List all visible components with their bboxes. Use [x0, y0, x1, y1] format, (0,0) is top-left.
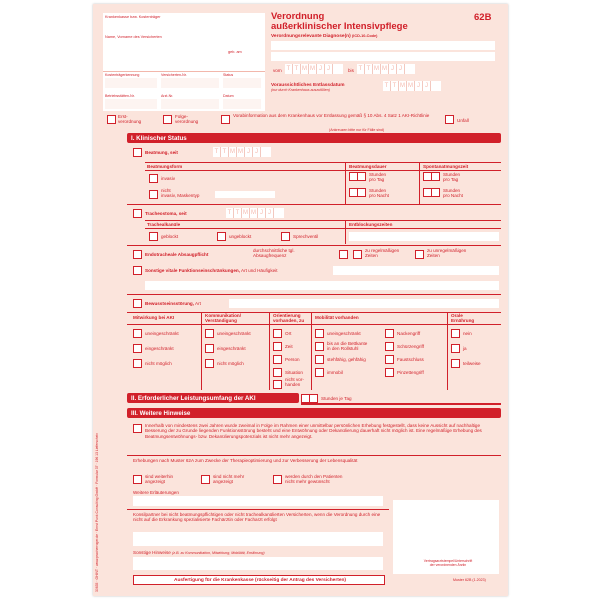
- insurer-field[interactable]: [105, 21, 260, 33]
- orientation-header: Orientierung vorhanden, zu: [273, 313, 305, 323]
- other-notes-hint: (z.B. zu Kommunikation, Mitwirkung, Mobilität, Ernährung): [172, 551, 265, 555]
- advance-info-label: Vorabinformation aus dem Krankenhaus vor Entlassung gemäß § 10 Abs. 4 Satz 1 AKI-Richtlinie: [233, 113, 430, 118]
- advance-info-hint: (Ankreuzen bitte nur für Fälle sind): [329, 128, 385, 132]
- mobility-standing-label: stehfähig, gehfähig: [327, 357, 366, 362]
- diagnosis-field-2[interactable]: [271, 52, 495, 61]
- discharge-date-field[interactable]: T T M M J J: [383, 81, 441, 91]
- other-impairments-checkbox[interactable]: [133, 266, 142, 275]
- consultant-field[interactable]: [133, 532, 383, 546]
- mobility-header: Mobilität vorhanden: [315, 315, 359, 320]
- spontaneous-breathing-header: Spontanatmungszeit: [423, 164, 469, 169]
- mobility-bedside-checkbox[interactable]: [315, 342, 324, 351]
- ventilation-hours-day-label: Stunden pro Tag: [369, 172, 387, 182]
- suction-frequency-box[interactable]: [339, 250, 348, 259]
- orientation-none-checkbox[interactable]: [273, 380, 282, 389]
- communication-header: Kommunikation/ Verständigung: [205, 313, 241, 323]
- assessments-not-indicated-checkbox[interactable]: [201, 475, 210, 484]
- hours-per-day-box-2[interactable]: [309, 394, 318, 403]
- tracheostomy-checkbox[interactable]: [133, 209, 142, 218]
- non-invasive-label: nicht invasiv, Maskentyp: [161, 188, 200, 198]
- assessments-not-indicated-label: sind nicht mehr angezeigt: [213, 474, 245, 484]
- nutrition-partial-checkbox[interactable]: [451, 359, 460, 368]
- assessments-text: Erhebungen nach Muster 62A zum Zwecke der Therapieoptimierung und zur Verbesserung der Lebensqualität: [133, 458, 358, 463]
- mobility-immobile-label: immobil: [327, 370, 343, 375]
- spontaneous-hours-night-box-2[interactable]: [431, 188, 440, 197]
- neck-grip-checkbox[interactable]: [385, 329, 394, 338]
- insurer-label: Krankenkasse bzw. Kostenträger: [105, 15, 161, 19]
- assessments-indicated-checkbox[interactable]: [133, 475, 142, 484]
- cooperation-restricted-label: eingeschränkt: [145, 346, 174, 351]
- other-notes-field[interactable]: [133, 557, 383, 570]
- ventilation-hours-night-label: Stunden pro Nacht: [369, 188, 389, 198]
- other-impairments-hint: Art und Häufigkeit: [241, 268, 278, 273]
- regular-times-checkbox[interactable]: [353, 250, 362, 259]
- apron-grip-label: Schürzengriff: [397, 344, 424, 349]
- no-improvement-checkbox[interactable]: [133, 424, 142, 433]
- hours-per-day-label: Stunden je Tag: [321, 396, 352, 401]
- consciousness-checkbox[interactable]: [133, 299, 142, 308]
- ventilation-hours-day-box-2[interactable]: [357, 172, 366, 181]
- form-title-line2: außerklinischer Intensivpflege: [271, 21, 408, 32]
- diagnosis-hint: (ICD-10-Code): [352, 34, 378, 38]
- nutrition-partial-label: teilweise: [463, 361, 481, 366]
- site-number-field[interactable]: [105, 99, 157, 109]
- first-prescription-label: Erst- verordnung: [118, 114, 142, 124]
- diagnosis-label-text: Verordnungsrelevante Diagnose(n): [271, 34, 351, 39]
- orientation-place-label: Ort: [285, 331, 292, 336]
- date-field[interactable]: [223, 99, 261, 109]
- ventilation-form-header: Beatmungsform: [147, 164, 183, 169]
- discharge-hint: (nur durch Krankenhaus auszufüllen): [271, 88, 330, 92]
- blocked-label: geblockt: [161, 234, 179, 239]
- oral-nutrition-header: Orale Ernährung: [451, 313, 475, 323]
- birthdate-label: geb. am: [228, 50, 242, 54]
- regular-times-label: zu regelmäßigen Zeiten: [365, 248, 400, 258]
- consciousness-field[interactable]: [229, 299, 499, 308]
- from-label: vom: [273, 68, 282, 73]
- form-number: 62B: [474, 12, 492, 23]
- form-version: Muster 62B (1.2023): [453, 578, 486, 582]
- status-field[interactable]: [223, 78, 261, 88]
- cooperation-unrestricted-checkbox[interactable]: [133, 329, 142, 338]
- tracheostomy-since-label: Tracheostoma, seit: [145, 211, 187, 216]
- cooperation-impossible-label: nicht möglich: [145, 361, 172, 366]
- diagnosis-field-1[interactable]: [271, 41, 495, 50]
- neck-grip-label: Nackengriff: [397, 331, 421, 336]
- cooperation-impossible-checkbox[interactable]: [133, 359, 142, 368]
- other-notes-label: [133, 550, 265, 556]
- unblocked-label: ungeblockt: [229, 234, 252, 239]
- speaking-valve-label: Sprechventil: [293, 234, 319, 239]
- status-label: Status: [223, 73, 234, 77]
- cooperation-unrestricted-label: uneingeschränkt: [145, 331, 179, 336]
- accident-label: Unfall: [457, 118, 469, 123]
- spontaneous-hours-night-label: Stunden pro Nacht: [443, 188, 463, 198]
- date-label: Datum: [223, 94, 234, 98]
- assessments-indicated-label: sind weiterhin angezeigt: [145, 474, 174, 484]
- section-notes-header: [127, 408, 501, 418]
- suction-checkbox[interactable]: [133, 250, 142, 259]
- orientation-situation-checkbox[interactable]: [273, 368, 282, 377]
- patient-name-label: Name, Vorname des Versicherten: [105, 35, 162, 39]
- other-impairments-field-2[interactable]: [145, 281, 499, 290]
- nutrition-no-label: nein: [463, 331, 472, 336]
- fist-closure-checkbox[interactable]: [385, 355, 394, 364]
- tracheal-cannula-header: Trachealkanüle: [147, 222, 181, 227]
- cooperation-restricted-checkbox[interactable]: [133, 344, 142, 353]
- tracheostomy-since-date[interactable]: T T M M J J: [226, 208, 284, 218]
- orientation-situation-label: Situation: [285, 370, 303, 375]
- further-explanations-label: Weitere Erläuterungen: [133, 490, 179, 495]
- suction-frequency-label: durchschnittliche tgl. Absaugfrequenz: [253, 248, 295, 258]
- insurer-copy-banner: [133, 575, 385, 585]
- ventilation-checkbox[interactable]: [133, 148, 142, 157]
- orientation-time-checkbox[interactable]: [273, 342, 282, 351]
- cooperation-header: Mitwirkung bei AKI: [133, 315, 175, 320]
- other-notes-title: Sonstige Hinweise: [133, 550, 171, 555]
- patient-name-field[interactable]: [105, 40, 225, 54]
- form-title-line1: Verordnung: [271, 11, 325, 22]
- further-explanations-field[interactable]: [133, 496, 383, 506]
- communication-impossible-checkbox[interactable]: [205, 359, 214, 368]
- fist-closure-label: Faustschluss: [397, 357, 424, 362]
- cost-carrier-field[interactable]: [105, 78, 157, 88]
- irregular-times-checkbox[interactable]: [415, 250, 424, 259]
- blocked-checkbox[interactable]: [149, 232, 158, 241]
- mobility-unrestricted-checkbox[interactable]: [315, 329, 324, 338]
- from-date-field[interactable]: T T M M J J: [285, 64, 343, 74]
- discharge-label: Voraussichtliches Entlassdatum: [271, 83, 345, 88]
- accident-checkbox[interactable]: [445, 115, 454, 124]
- mobility-bedside-label: bis an die Bettkante in den Rollstuhl: [327, 341, 368, 351]
- unblocking-times-field[interactable]: [349, 232, 499, 241]
- orientation-time-label: Zeit: [285, 344, 293, 349]
- insured-number-label: Versicherten-Nr.: [161, 73, 187, 77]
- nutrition-no-checkbox[interactable]: [451, 329, 460, 338]
- assessments-refused-checkbox[interactable]: [273, 475, 282, 484]
- communication-impossible-label: nicht möglich: [217, 361, 244, 366]
- apron-grip-checkbox[interactable]: [385, 342, 394, 351]
- orientation-none-label: nicht vor- handen: [285, 377, 304, 387]
- to-date-field[interactable]: T T M M J J: [357, 64, 415, 74]
- consciousness-label: [145, 301, 201, 306]
- communication-restricted-checkbox[interactable]: [205, 344, 214, 353]
- insured-info-block: [103, 13, 265, 111]
- ventilation-since-label: Beatmung, seit: [145, 150, 178, 155]
- mobility-unrestricted-label: uneingeschränkt: [327, 331, 361, 336]
- assessments-refused-label: werden durch den Patienten nicht mehr gewünscht: [285, 474, 343, 484]
- no-improvement-text: Innerhalb von mindestens zwei Jahren wurde zweimal in Folge im Rahmen einer unmittelbar persönlichen Erhebung festgestellt, dass keine Aussicht auf nachhaltige Besserung der zu Grunde liegenden Funktionsstörung besteht und eine Entwöhnung oder Dekanülierung dauerhaft nicht möglich ist. Eine regelmäßige Erhebung des Beatmungsentwöhnungs- bzw. Dekanülierungspotenzials ist nicht mehr angezeigt.: [145, 423, 482, 439]
- diagnosis-label: [271, 34, 377, 39]
- cost-carrier-label: Kostenträgerkennung: [105, 73, 140, 77]
- orientation-person-label: Person: [285, 357, 300, 362]
- mobility-immobile-checkbox[interactable]: [315, 368, 324, 377]
- section-service-scope-header: [127, 393, 299, 403]
- follow-prescription-checkbox[interactable]: [163, 115, 172, 124]
- communication-unrestricted-checkbox[interactable]: [205, 329, 214, 338]
- other-impairments-title: Sonstige vitale Funktionseinschränkungen,: [145, 268, 240, 273]
- suction-label: Endotracheale Absaugpflicht: [145, 252, 209, 257]
- insurer-copy-text: Ausfertigung für die Krankenkasse (rückseitig der Antrag des Versicherten): [173, 578, 347, 583]
- communication-unrestricted-label: uneingeschränkt: [217, 331, 251, 336]
- side-print-label: 30635 · GHINT · www.pracherroger.de · Ernst Punk Consulting GmbH · Formular 37 · 196 13 Lieferschein: [95, 432, 99, 592]
- invasive-label: invasiv: [161, 176, 176, 181]
- speaking-valve-checkbox[interactable]: [281, 232, 290, 241]
- spontaneous-hours-day-box-2[interactable]: [431, 172, 440, 181]
- doctor-number-field[interactable]: [161, 99, 219, 109]
- advance-info-checkbox[interactable]: [221, 115, 230, 124]
- ventilation-duration-header: Beatmungsdauer: [349, 164, 387, 169]
- spontaneous-hours-day-label: Stunden pro Tag: [443, 172, 461, 182]
- first-prescription-checkbox[interactable]: [107, 115, 116, 124]
- consciousness-title: Bewusstseinsstörung,: [145, 301, 195, 306]
- site-number-label: Betriebsstätten-Nr.: [105, 94, 135, 98]
- ventilation-since-date[interactable]: T T M M J J: [213, 147, 271, 157]
- prescription-form: [93, 4, 508, 596]
- section-clinical-status-header: [127, 133, 501, 143]
- follow-prescription-label: Folge- verordnung: [175, 114, 199, 124]
- non-invasive-checkbox[interactable]: [149, 190, 158, 199]
- side-print-text: [95, 262, 103, 592]
- consultant-text: Konsilpartner bei nicht beatmungspflichtigen oder nicht trachealkanülierten Versicherten, wenn die Verordnung durch eine nicht auf die Erkrankung spezialisierte Fachärztin oder Facharzt erfolgt: [133, 512, 381, 523]
- unblocking-times-header: Entblockungszeiten: [349, 222, 393, 227]
- nutrition-yes-label: ja: [463, 346, 467, 351]
- invasive-checkbox[interactable]: [149, 174, 158, 183]
- mobility-standing-checkbox[interactable]: [315, 355, 324, 364]
- nutrition-yes-checkbox[interactable]: [451, 344, 460, 353]
- consciousness-hint: Art: [195, 301, 201, 306]
- other-impairments-field-1[interactable]: [333, 266, 499, 275]
- orientation-person-checkbox[interactable]: [273, 355, 282, 364]
- tweezer-grip-label: Pinzettengriff: [397, 370, 424, 375]
- communication-restricted-label: eingeschränkt: [217, 346, 246, 351]
- to-label: bis: [348, 68, 354, 73]
- section-notes-title: III. Weitere Hinweise: [131, 409, 191, 417]
- tweezer-grip-checkbox[interactable]: [385, 368, 394, 377]
- insured-number-field[interactable]: [161, 78, 219, 88]
- unblocked-checkbox[interactable]: [217, 232, 226, 241]
- ventilation-hours-night-box-2[interactable]: [357, 188, 366, 197]
- mask-type-field[interactable]: [215, 191, 275, 198]
- irregular-times-label: zu unregelmäßigen Zeiten: [427, 248, 467, 258]
- section-clinical-status-title: I. Klinischer Status: [131, 134, 187, 142]
- orientation-place-checkbox[interactable]: [273, 329, 282, 338]
- section-service-scope-title: II. Erforderlicher Leistungsumfang der AKI: [131, 394, 256, 402]
- doctor-stamp-label: Vertragsarztstempel/Unterschrift der verordnenden Ärztin: [423, 559, 473, 567]
- other-impairments-label: [145, 268, 278, 273]
- doctor-number-label: Arzt-Nr.: [161, 94, 174, 98]
